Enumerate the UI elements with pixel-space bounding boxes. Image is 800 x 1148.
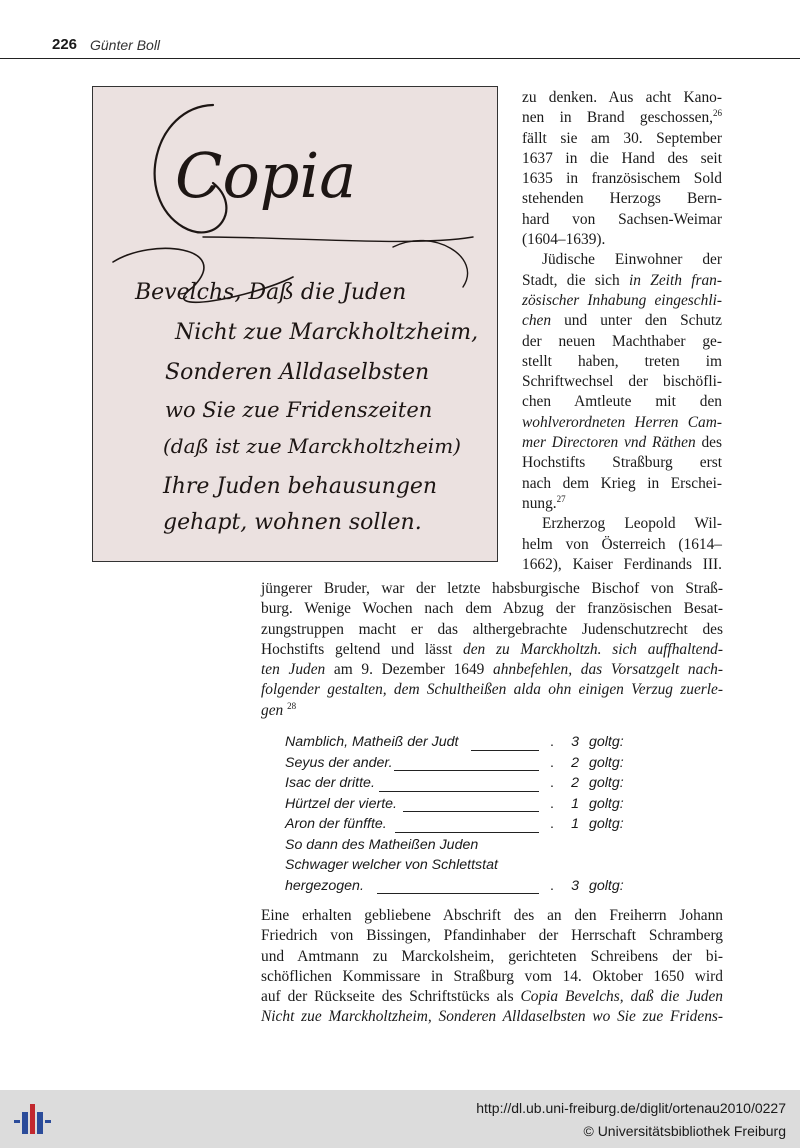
- text-line: der neuen Machthaber ge-: [522, 332, 722, 350]
- text-line: zu denken. Aus acht Kano-: [522, 89, 722, 106]
- text-line: hard von Sachsen-Weimar: [522, 210, 722, 228]
- full-width-text: [261, 579, 723, 721]
- manuscript-line: Ihre Juden behausungen: [163, 474, 438, 499]
- manuscript-line: Sonderen Alldaselbsten: [165, 360, 430, 385]
- paragraph: [522, 514, 722, 575]
- ledger-amount: 2: [571, 775, 579, 791]
- ledger-name: So dann des Matheißen Juden: [285, 836, 479, 853]
- ledger-dot: .: [550, 795, 554, 812]
- text-line: jüngerer Bruder, war der letzte habsburgische Bischof von Straß-: [261, 580, 723, 597]
- ledger-rule: [379, 791, 539, 792]
- text-line: chen Amtleute mit den: [522, 393, 722, 411]
- ledger-amount: 3: [571, 734, 579, 750]
- ledger-name: hergezogen.: [285, 877, 364, 894]
- text-line: nach dem Krieg in Erschei-: [522, 474, 722, 492]
- manuscript-line: Bevelchs, Daß die Juden: [135, 280, 407, 305]
- ledger-row: [285, 734, 645, 755]
- text-line: schöflichen Kommissare in Straßburg vom 14. Oktober 1650 wird: [261, 967, 723, 985]
- manuscript-image: [93, 87, 497, 561]
- ledger-name: Schwager welcher von Schlettstat: [285, 857, 498, 873]
- running-author: Günter Boll: [90, 37, 161, 53]
- ledger-dot: .: [550, 775, 554, 791]
- ledger-amount: 3: [571, 877, 579, 894]
- ledger-name: Namblich, Matheiß der Judt: [285, 734, 459, 750]
- manuscript-line: (daß ist zue Marckholtzheim): [163, 434, 461, 458]
- text-line: Hochstifts Straßburg erst: [522, 454, 722, 472]
- ledger-dot: .: [550, 754, 554, 771]
- text-line: nen in Brand geschossen,$^{26}$: [522, 108, 722, 127]
- ledger-name: Isac der dritte.: [285, 775, 375, 791]
- ledger-dot: .: [550, 877, 554, 894]
- ledger-name: Seyus der ander.: [285, 754, 393, 771]
- ledger-unit: goltg:: [589, 734, 624, 750]
- text-line: 1662), Kaiser Ferdinands III.: [522, 555, 722, 573]
- footnote-ref: 28: [287, 700, 297, 711]
- manuscript-line: Nicht zue Marckholtzheim,: [175, 320, 479, 345]
- text-line: gen $^{28}$: [261, 700, 297, 719]
- text-line: und Amtmann zu Marckolsheim, gerichteten Schreibens der bi-: [261, 947, 723, 965]
- ledger-name: Aron der fünffte.: [285, 816, 387, 832]
- text-line: 1635 in französischem Sold: [522, 170, 722, 188]
- text-line: Friedrich von Bissingen, Pfandinhaber der Herrschaft Schramberg: [261, 927, 723, 945]
- text-line: wohlverordneten Herren Cam-: [522, 413, 722, 431]
- footer-bar: [0, 1090, 800, 1148]
- paragraph: [522, 88, 722, 250]
- text-line: stellt haben, treten im: [522, 352, 722, 370]
- ledger-amount: 1: [571, 795, 579, 812]
- ledger-rule: [471, 750, 539, 751]
- ledger-rule: [395, 832, 539, 833]
- ledger-row: [285, 775, 645, 796]
- right-column-text: [522, 88, 722, 575]
- text-line: Schriftwechsel der bischöfli-: [522, 373, 722, 391]
- footnote-ref: 26: [713, 108, 722, 119]
- ledger-amount: 1: [571, 816, 579, 832]
- text-line: Hochstifts geltend und lässt den zu Marckholtzh. sich auffhaltend-: [261, 640, 723, 658]
- text-line: helm von Österreich (1614–: [522, 535, 722, 553]
- bottom-paragraph: [261, 906, 723, 1028]
- running-header: [0, 36, 800, 59]
- text-line: Jüdische Einwohner der: [542, 251, 722, 269]
- ledger-rule: [403, 811, 539, 812]
- ledger-unit: goltg:: [589, 877, 624, 894]
- text-line: Nicht zue Marckholtzheim, Sonderen Alldaselbsten wo Sie zue Fridens-: [261, 1008, 723, 1026]
- tax-ledger: [285, 734, 645, 898]
- library-logo-icon: [12, 1098, 52, 1138]
- text-line: 1637 in die Hand des seit: [522, 149, 722, 167]
- text-line: Eine erhalten gebliebene Abschrift des an den Freiherrn Johann: [261, 907, 723, 924]
- ledger-unit: goltg:: [589, 795, 624, 812]
- text-line: folgender gestalten, dem Schultheißen alda ohn einigen Verzug zuerle-: [261, 681, 723, 699]
- ledger-row: [285, 796, 645, 817]
- text-line: fällt sie am 30. September: [522, 129, 722, 147]
- ledger-name: Hürtzel der vierte.: [285, 795, 397, 812]
- ledger-row: [285, 816, 645, 837]
- manuscript-line: gehapt, wohnen sollen.: [163, 510, 422, 535]
- ledger-amount: 2: [571, 754, 579, 771]
- text-line: Stadt, die sich in Zeith fran-: [522, 271, 722, 289]
- text-line: stehenden Herzogs Bern-: [522, 190, 722, 208]
- ledger-dot: .: [550, 734, 554, 750]
- copyright-text: © Universitätsbibliothek Freiburg: [583, 1123, 786, 1139]
- text-line: auf der Rückseite des Schriftstücks als Copia Bevelchs, daß die Juden: [261, 988, 723, 1006]
- text-line: nung.$^{27}$: [522, 493, 566, 512]
- text-line: burg. Wenige Wochen nach dem Abzug der französischen Besat-: [261, 600, 723, 618]
- footnote-ref: 27: [556, 493, 566, 504]
- text-line: zösischer Inhabung eingeschli-: [522, 291, 722, 309]
- paragraph: [522, 250, 722, 514]
- ledger-dot: .: [550, 816, 554, 832]
- manuscript-line: wo Sie zue Fridenszeiten: [165, 398, 433, 422]
- ledger-unit: goltg:: [589, 754, 624, 771]
- ledger-rule: [394, 770, 539, 771]
- manuscript-heading: Copia: [175, 139, 357, 212]
- text-line: mer Directoren vnd Räthen des: [522, 434, 722, 452]
- ledger-row: [285, 755, 645, 776]
- text-line: chen und unter den Schutz: [522, 312, 722, 330]
- ledger-row: [285, 857, 645, 878]
- ledger-row: [285, 878, 645, 899]
- text-line: ten Juden am 9. Dezember 1649 ahnbefehlen, das Vorsatzgelt nach-: [261, 661, 723, 679]
- source-url-link[interactable]: http://dl.ub.uni-freiburg.de/diglit/ortenau2010/0227: [476, 1100, 786, 1116]
- text-line: zungstruppen macht er das althergebrachte Judenschutzrecht des: [261, 620, 723, 638]
- text-line: (1604–1639).: [522, 231, 606, 249]
- ledger-rule: [377, 893, 539, 894]
- ledger-unit: goltg:: [589, 775, 624, 791]
- text-line: Erzherzog Leopold Wil-: [542, 515, 722, 533]
- ledger-unit: goltg:: [589, 816, 624, 832]
- manuscript-figure: [92, 86, 498, 562]
- ledger-row: [285, 837, 645, 858]
- page-number: 226: [52, 36, 78, 53]
